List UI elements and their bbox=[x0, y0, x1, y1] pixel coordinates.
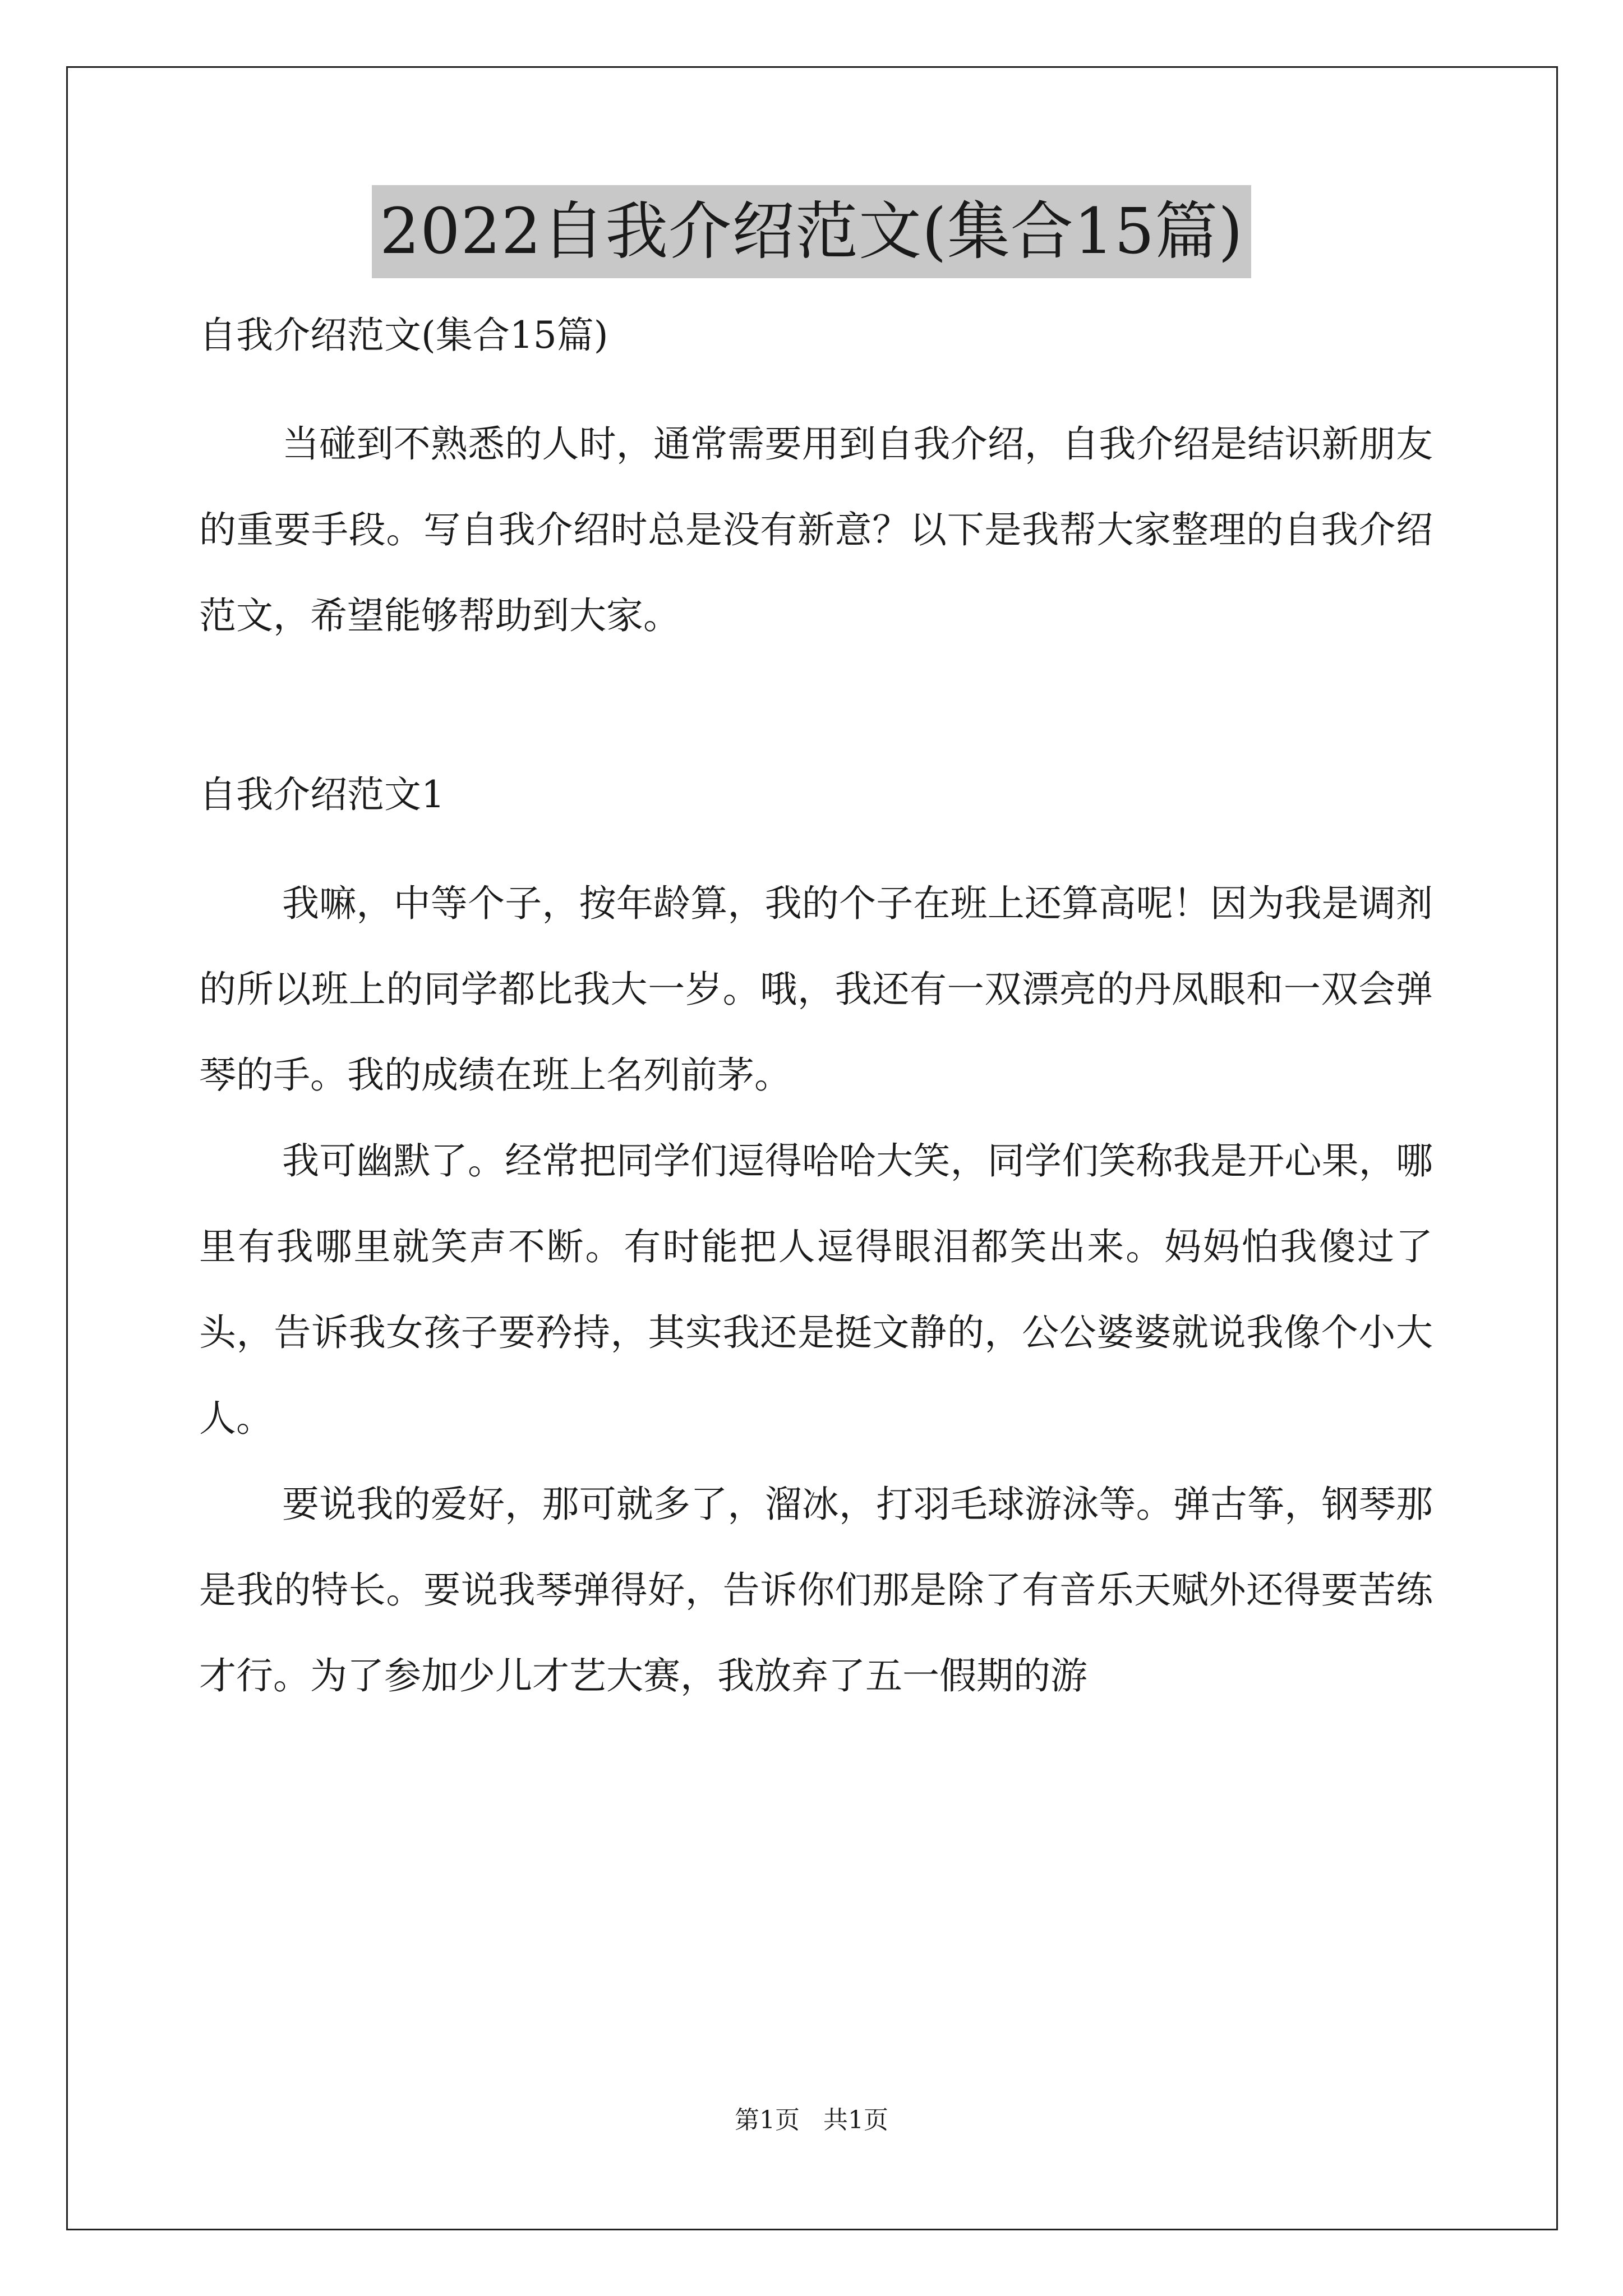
page-footer bbox=[0, 2104, 1623, 2137]
title-container bbox=[0, 185, 1623, 278]
body-paragraph: 我嘛，中等个子，按年龄算，我的个子在班上还算高呢！因为我是调剂的所以班上的同学都比我大一岁。哦，我还有一双漂亮的丹凤眼和一双会弹琴的手。我的成绩在班上名列前茅。 bbox=[199, 882, 1433, 1097]
page-number-total: 共1页 bbox=[823, 2106, 888, 2134]
page-number-current: 第1页 bbox=[735, 2106, 800, 2134]
document-subtitle: 自我介绍范文(集合15篇) bbox=[199, 314, 608, 357]
body-paragraph: 我可幽默了。经常把同学们逗得哈哈大笑，同学们笑称我是开心果，哪里有我哪里就笑声不断。有时能把人逗得眼泪都笑出来。妈妈怕我傻过了头，告诉我女孩子要矜持，其实我还是挺文静的，公公婆婆就说我像个小大人。 bbox=[199, 1139, 1433, 1440]
document-body bbox=[199, 303, 1433, 1719]
document-title: 2022自我介绍范文(集合15篇) bbox=[372, 185, 1251, 278]
body-paragraph: 要说我的爱好，那可就多了，溜冰，打羽毛球游泳等。弹古筝，钢琴那是我的特长。要说我琴弹得好，告诉你们那是除了有音乐天赋外还得要苦练才行。为了参加少儿才艺大赛，我放弃了五一假期的游 bbox=[199, 1483, 1433, 1697]
section-heading: 自我介绍范文1 bbox=[199, 773, 445, 816]
intro-paragraph: 当碰到不熟悉的人时，通常需要用到自我介绍，自我介绍是结识新朋友的重要手段。写自我介绍时总是没有新意？以下是我帮大家整理的自我介绍范文，希望能够帮助到大家。 bbox=[199, 422, 1433, 637]
section-spacer bbox=[199, 659, 1433, 762]
